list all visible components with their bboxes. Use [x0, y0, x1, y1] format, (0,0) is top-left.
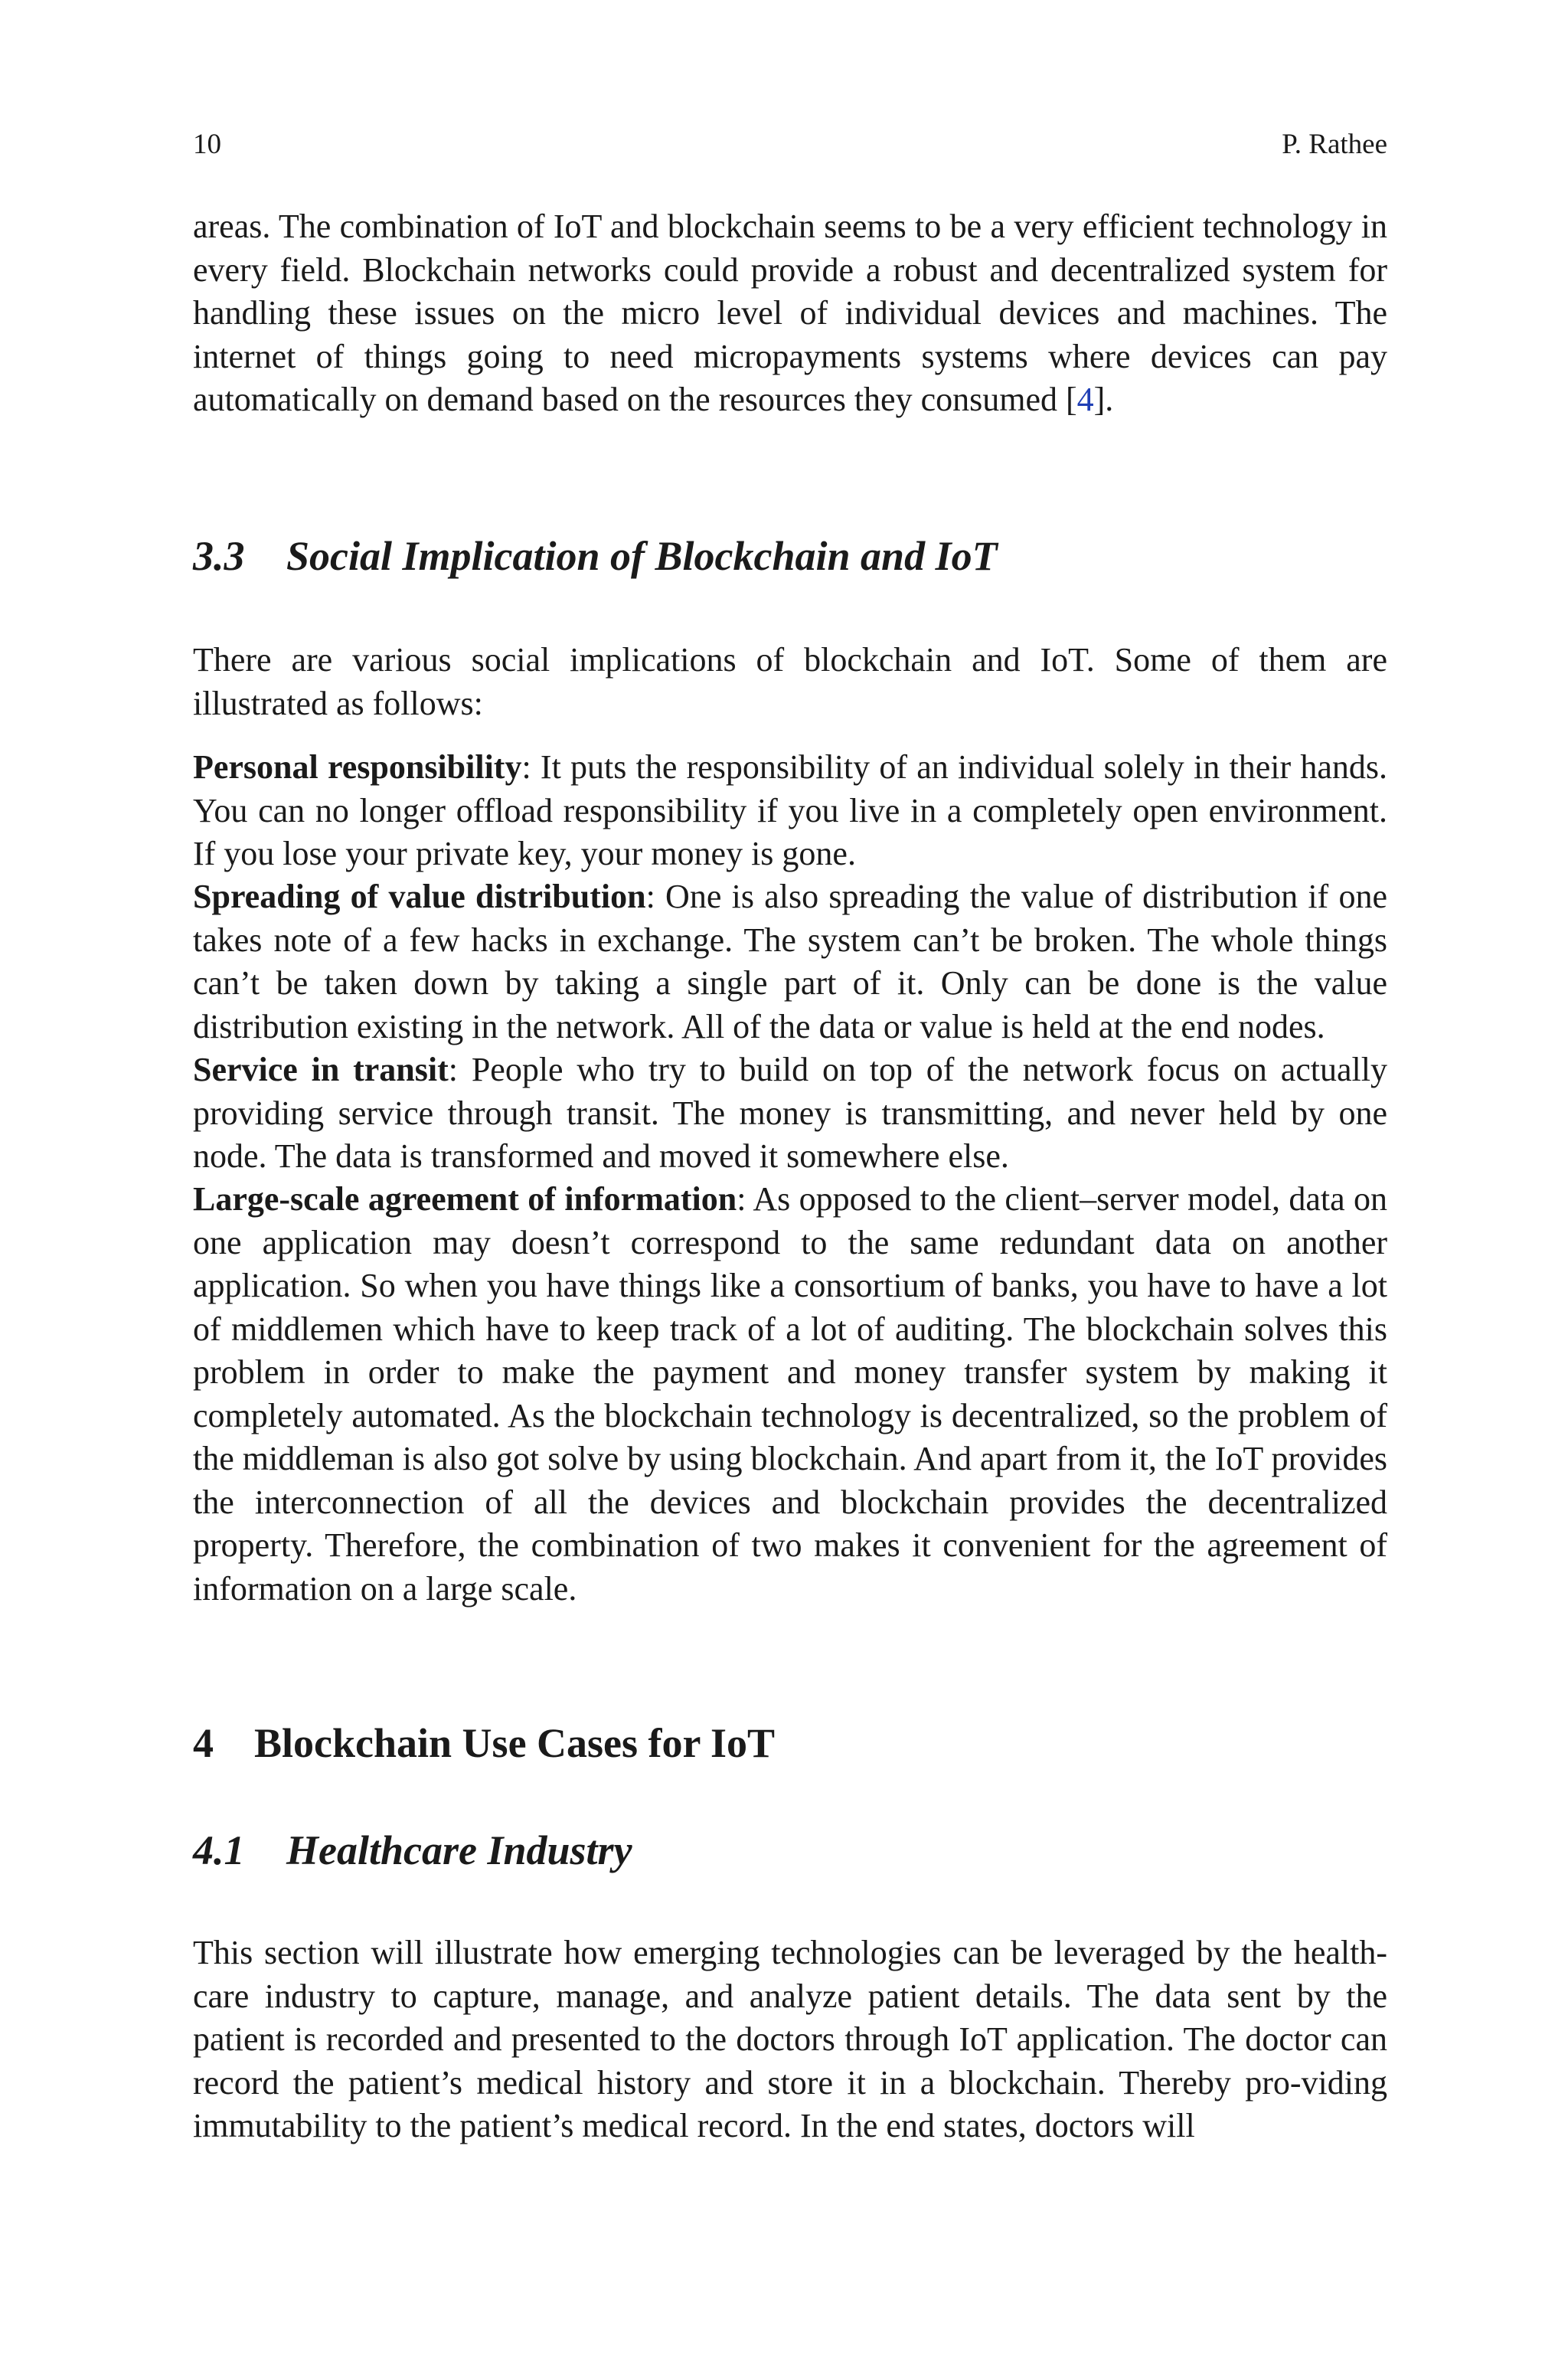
implication-text: : People who try to build on top of the network focus on actually providing service through transit. The money is transmitting, and never held by one node. The data is transformed and moved it somewhere else.	[193, 1051, 1387, 1175]
section-4-1-heading	[193, 1826, 632, 1875]
intro-paragraph-tail: ].	[1093, 381, 1114, 418]
section-3-3-intro: There are various social implications of blockchain and IoT. Some of them are illustrated as follows:	[193, 641, 1387, 722]
section-3-3-number: 3.3	[193, 533, 245, 579]
implication-large-scale-agreement	[193, 1178, 1387, 1611]
section-4-1-paragraph: This section will illustrate how emerging technologies can be leveraged by the health-care industry to capture, manage, and analyze patient details. The data sent by the patient is recorded and presented to the doctors through IoT application. The doctor can record the patient’s medical history and store it in a blockchain. Thereby pro-viding immutability to the patient’s medical record. In the end states, doctors will	[193, 1934, 1387, 2144]
section-4-heading	[193, 1719, 775, 1768]
running-head	[193, 126, 1387, 164]
page-number: 10	[193, 129, 221, 160]
citation-link[interactable]: 4	[1076, 381, 1094, 418]
implication-term: Personal responsibility	[193, 748, 522, 786]
section-4-1-number: 4.1	[193, 1827, 245, 1873]
implication-text: : As opposed to the client–server model, data on one application may doesn’t correspond to the same redundant data on another application. So when you have things like a consortium of banks, you have to have a lot of middlemen which have to keep track of a lot of auditing. The blockchain solves this problem in order to make the payment and money transfer system by making it completely automated. As the blockchain technology is decentralized, so the problem of the middleman is also got solve by using blockchain. And apart from it, the IoT provides the interconnection of all the devices and blockchain provides the decentralized property. Therefore, the combination of two makes it convenient for the agreement of information on a large scale.	[193, 1180, 1388, 1608]
implication-value-distribution	[193, 875, 1387, 1048]
section-4-1-title: Healthcare Industry	[286, 1827, 632, 1873]
implication-personal-responsibility	[193, 746, 1387, 876]
implication-term: Service in transit	[193, 1051, 449, 1088]
section-4-title: Blockchain Use Cases for IoT	[254, 1720, 776, 1766]
implication-text: : One is also spreading the value of distribution if one takes note of a few hacks in exchange. The system can’t be broken. The whole things can’t be taken down by taking a single part of it. Only can be done is the value distribution existing in the network. All of the data or value is held at the end nodes.	[193, 878, 1388, 1045]
implication-term: Spreading of value distribution	[193, 878, 646, 915]
intro-paragraph	[193, 205, 1387, 422]
intro-paragraph-text: areas. The combination of IoT and blockchain seems to be a very efficient technology in every field. Blockchain networks could provide a robust and decentralized system for handling these issues on the micro level of individual devices and machines. The internet of things going to need micropayments systems where devices can pay automatically on demand based on the resources they consumed [	[193, 208, 1387, 418]
section-3-3-title: Social Implication of Blockchain and IoT	[286, 533, 998, 579]
section-3-3-heading	[193, 532, 998, 581]
implication-term: Large-scale agreement of information	[193, 1180, 737, 1218]
running-head-author: P. Rathee	[1282, 129, 1387, 160]
implication-service-in-transit	[193, 1048, 1387, 1179]
section-4-number: 4	[193, 1720, 214, 1766]
implication-text: : It puts the responsibility of an individual solely in their hands. You can no longer offload responsibility if you live in a completely open environment. If you lose your private key, your money is gone.	[193, 748, 1387, 872]
